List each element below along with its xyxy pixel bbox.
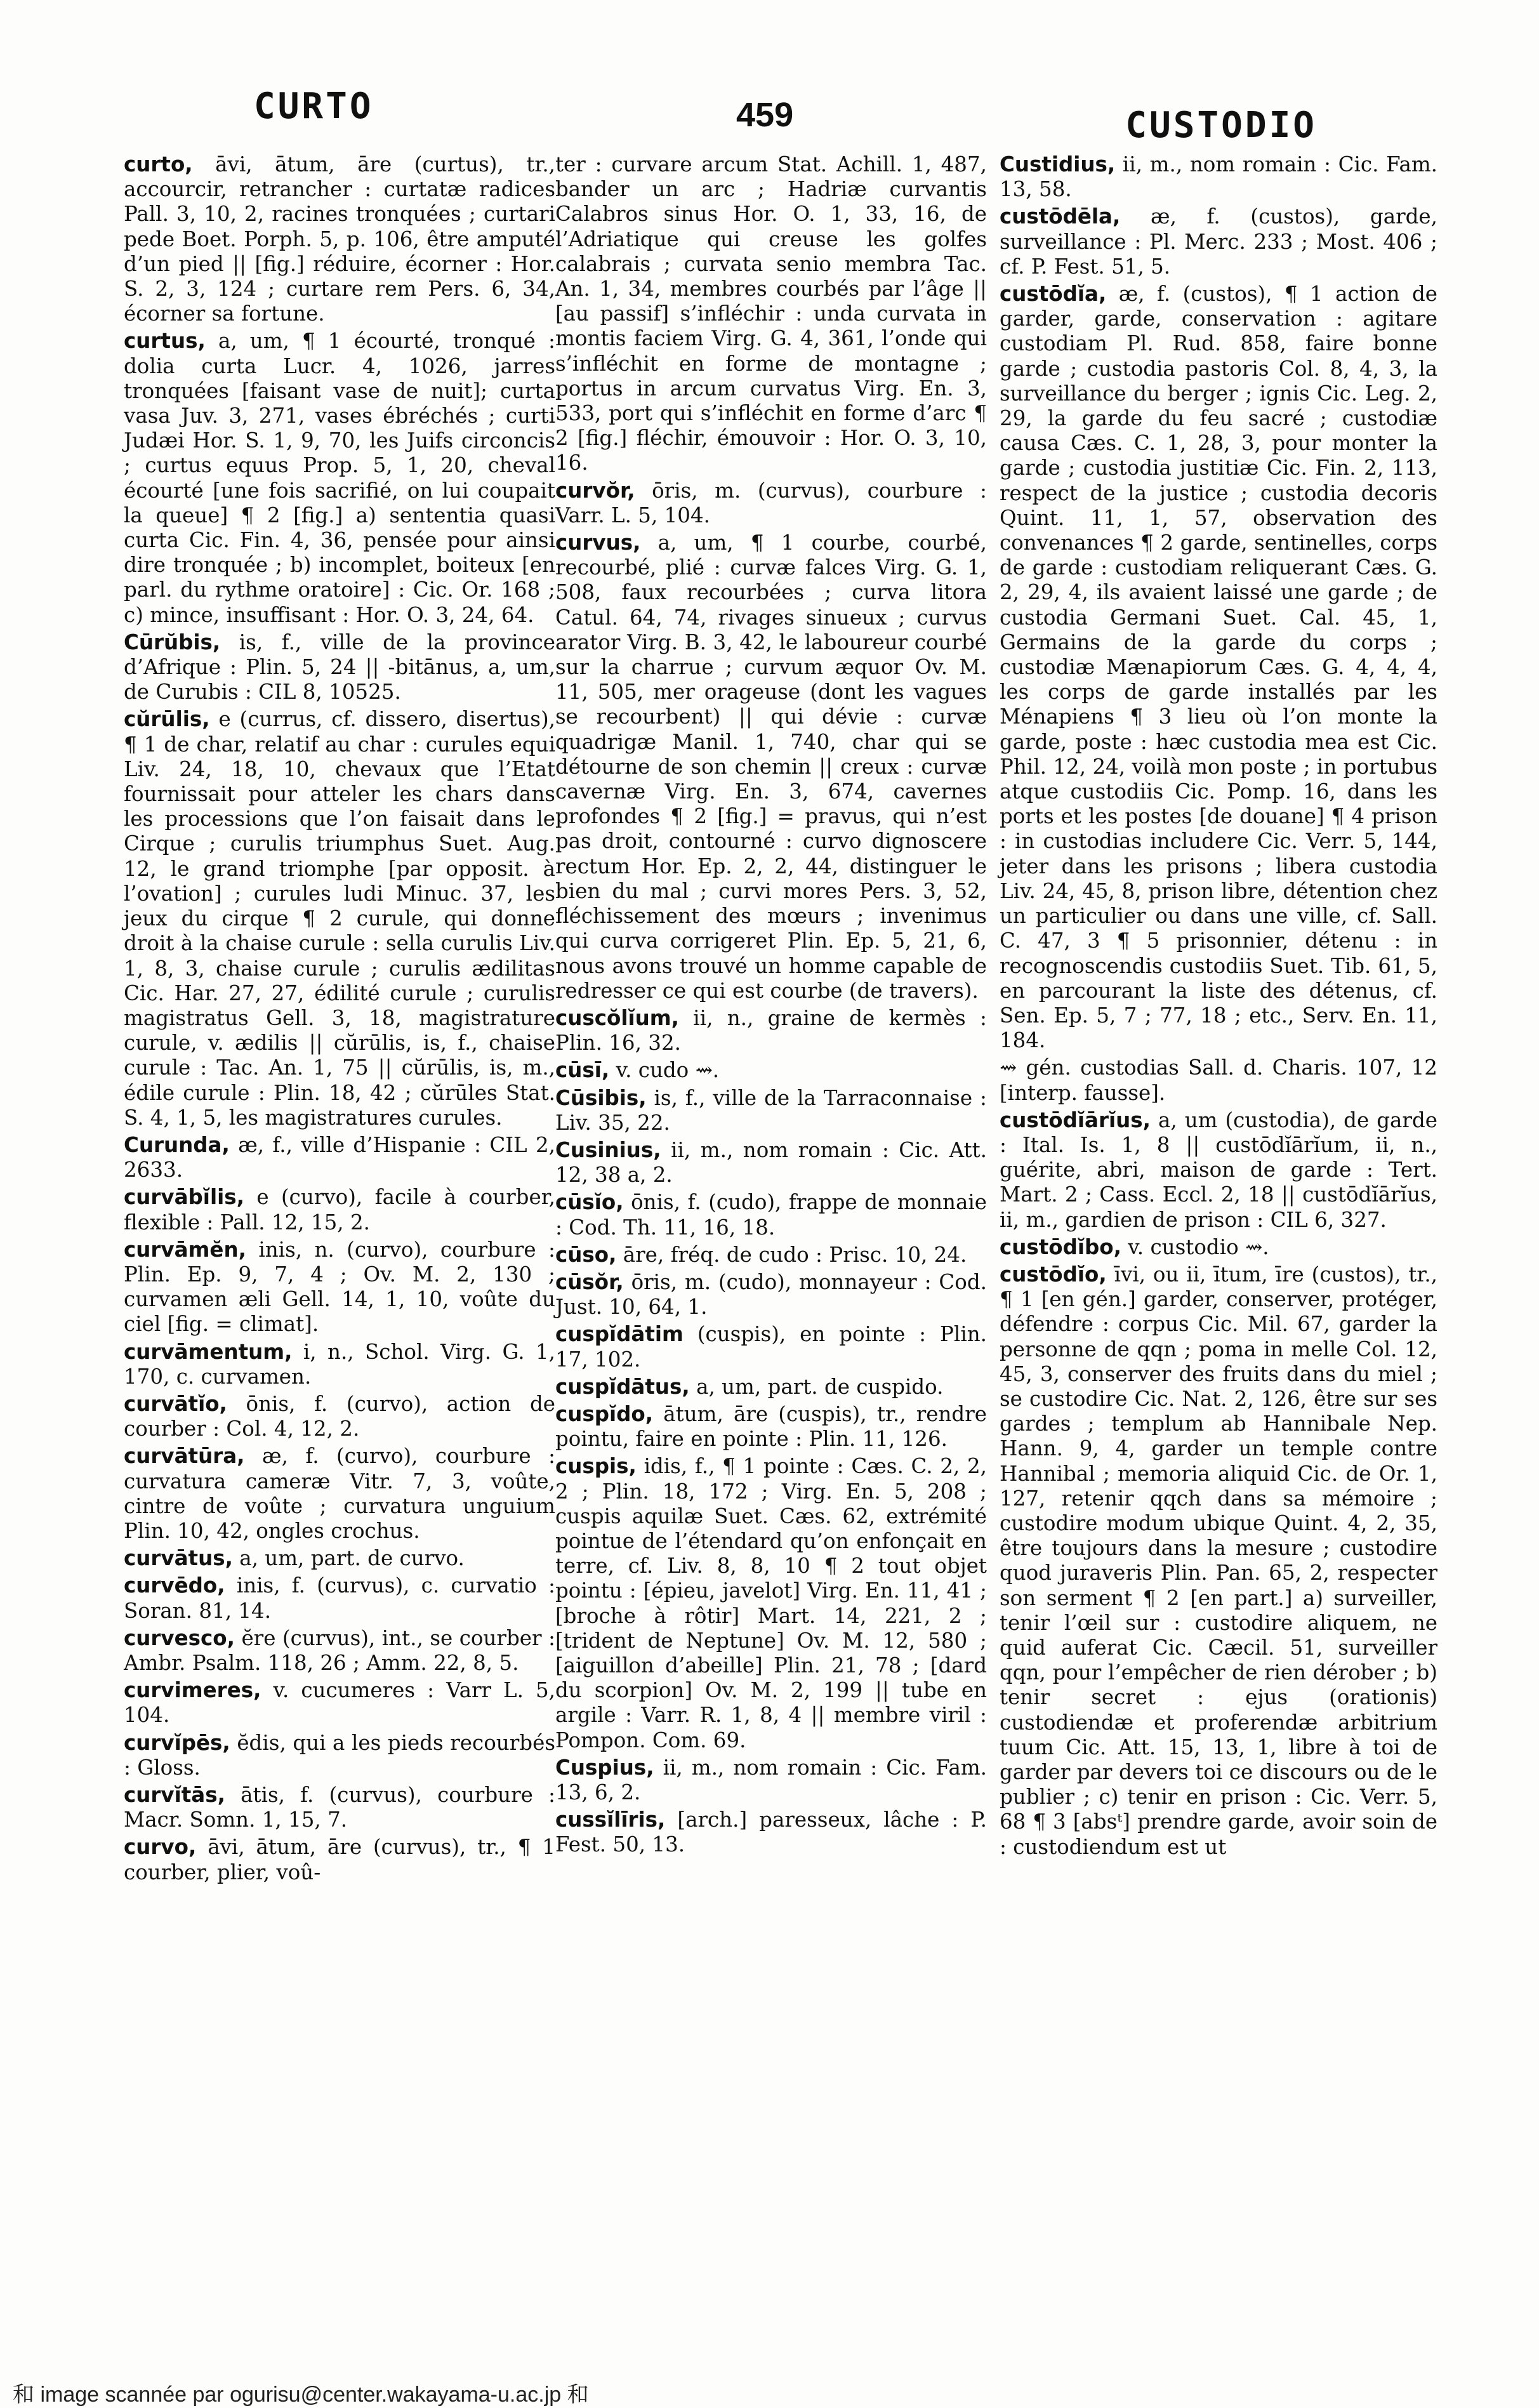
entry-headword: curvus, [555,531,641,555]
entry-definition: āvi, ātum, āre (curtus), tr., accourcir, retrancher : curtatæ radices Pall. 3, 10, 2, racines tronquées ; curtari pede Boet. Porph. 5, p. 106, être amputé d’un pied || [fig.] réduire, écorner : Hor. S. 2, 3, 124 ; curtare rem Pers. 6, 34, écorner sa fortune. [124,152,555,326]
entry-definition: a, um, ¶ 1 courbe, courbé, recourbé, plié : curvæ falces Virg. G. 1, 508, faux recourbées ; curva litora Catul. 64, 74, rivages sinueux ; curvus arator Virg. B. 3, 42, le laboureur courbé sur la charrue ; curvum æquor Ov. M. 11, 505, mer orageuse (dont les vagues se recourbent) || qui dévie : curvæ quadrigæ Manil. 1, 740, char qui se détourne de son chemin || creux : curvæ cavernæ Virg. En. 3, 674, cavernes profondes ¶ 2 [fig.] = pravus, qui n’est pas droit, contourné : curvo dignoscere rectum Hor. Ep. 2, 2, 44, distinguer le bien du mal ; curvi mores Pers. 3, 52, fléchissement des mœurs ; invenimus qui curva corrigeret Plin. Ep. 5, 21, 6, nous avons trouvé un homme capable de redresser ce qui est courbe (de travers). [555,531,987,1003]
dictionary-entry [1000,1108,1437,1233]
dictionary-entry [555,152,987,476]
dictionary-entry [555,479,987,528]
entry-headword: custōdĭa, [1000,282,1107,307]
entry-headword: curvimeres, [124,1678,261,1703]
entry-definition: v. custodio ⇝. [1128,1234,1269,1259]
entry-definition: v. cucumeres : Varr L. 5, 104. [124,1678,555,1728]
left-running-headword: CURTO [254,86,374,127]
entry-headword: cūsī, [555,1058,610,1083]
dictionary-entry [124,1835,555,1884]
entry-definition: v. cudo ⇝. [616,1058,720,1083]
entry-headword: custōdĭbo, [1000,1234,1121,1259]
dictionary-entry [124,1626,555,1676]
entry-definition: ōnis, f. (cudo), frappe de monnaie : Cod. Th. 11, 16, 18. [555,1190,987,1240]
entry-definition: æ, f. (custos), garde, surveillance : Pl. Merc. 233 ; Most. 406 ; cf. P. Fest. 51, 5. [1000,204,1437,279]
entry-definition: i, n., Schol. Virg. G. 1, 170, c. curvamen. [124,1339,555,1389]
entry-definition: a, um (custodia), de garde : Ital. Is. 1, 8 || custōdĭārĭum, ii, n., guérite, abri, maison de garde : Tert. Mart. 2 ; Cass. Eccl. 2, 18 || custōdĭārĭus, ii, m., gardien de prison : CIL 6, 327. [1000,1108,1437,1232]
dictionary-entry [555,1058,987,1083]
entry-headword: Cuspius, [555,1755,654,1780]
dictionary-entry [124,329,555,627]
dictionary-entry [124,707,555,1130]
entry-definition: ⇝ gén. custodias Sall. d. Charis. 107, 12 [interp. fausse]. [1000,1055,1437,1105]
entry-definition: a, um, part. de curvo. [239,1546,465,1571]
right-running-headword: CUSTODIO [1125,105,1317,146]
dictionary-entry [1000,282,1437,1053]
entry-definition: ii, m., nom romain : Cic. Fam. 13, 58. [1000,152,1437,202]
entry-headword: cuspĭdātim [555,1322,684,1347]
entry-headword: cuspĭdātus, [555,1374,690,1399]
dictionary-entry [555,1454,987,1752]
entry-headword: curvāmentum, [124,1339,293,1364]
entry-definition: æ, f. (custos), ¶ 1 action de garder, garde, conservation : agitare custodiam Pl. Rud. 858, faire bonne garde ; custodia pastoris Col. 8, 4, 3, la surveillance du berger ; ignis Cic. Leg. 2, 29, la garde du feu sacré ; custodiæ causa Cæs. C. 1, 28, 3, pour monter la garde ; custodia justitiæ Cic. Fin. 2, 113, respect de la justice ; custodia decoris Quint. 11, 1, 57, observation des convenances ¶ 2 garde, sentinelles, corps de garde : custodiam reliquerant Cæs. G. 2, 29, 4, ils avaient laissé une garde ; de custodia Germani Suet. Cal. 45, 1, Germains de la garde du corps ; custodiæ Mænapiorum Cæs. G. 4, 4, 4, les corps de garde installés par les Ménapiens ¶ 3 lieu où l’on monte la garde, poste : hæc custodia mea est Cic. Phil. 12, 24, voilà mon poste ; in portubus atque custodiis Cic. Pomp. 16, dans les ports et les postes [de douane] ¶ 4 prison : in custodias includere Cic. Verr. 5, 144, jeter dans les prisons ; libera custodia Liv. 24, 45, 8, prison libre, détention chez un particulier ou dans une ville, cf. Sall. C. 47, 3 ¶ 5 prisonnier, détenu : in recognoscendis custodiis Suet. Tib. 61, 5, en parcourant la liste des détenus, cf. Sen. Ep. 5, 7 ; 77, 18 ; etc., Serv. En. 11, 184. [1000,282,1437,1053]
entry-headword: curvēdo, [124,1573,225,1598]
entry-definition: īvi, ou ii, ītum, īre (custos), tr., ¶ 1 [en gén.] garder, conserver, protéger, défendre : corpus Cic. Mil. 67, garder la personne de qqn ; poma in melle Col. 12, 45, 3, conserver des fruits dans du miel ; se custodire Cic. Nat. 2, 126, être sur ses gardes ; templum ab Hannibale Nep. Hann. 9, 4, garder un temple contre Hannibal ; memoria aliquid Cic. de Or. 1, 127, retenir qqch dans sa mémoire ; custodire modum ubique Quint. 4, 2, 35, être toujours dans la mesure ; custodire quod juraveris Plin. Pan. 65, 2, respecter son serment ¶ 2 [en part.] a) surveiller, tenir l’œil sur : custodire aliquem, ne quid auferat Cic. Cæcil. 51, surveiller qqn, pour l’empêcher de rien dérober ; b) tenir secret : ejus (orationis) custodiendæ et proferendæ arbitrium tuum Cic. Att. 15, 13, 1, libre à toi de garder par devers toi ce discours ou de le publier ; c) tenir en prison : Cic. Verr. 5, 68 ¶ 3 [absᵗ] prendre garde, avoir soin de : custodiendum est ut [1000,1262,1437,1859]
entry-definition: e (curvo), facile à courber, flexible : Pall. 12, 15, 2. [124,1185,555,1234]
dictionary-entry [124,1783,555,1832]
entry-definition: ātum, āre (cuspis), tr., rendre pointu, faire en pointe : Plin. 11, 126. [555,1401,987,1452]
entry-definition: ii, m., nom romain : Cic. Fam. 13, 6, 2. [555,1755,987,1804]
entry-definition: ōnis, f. (curvo), action de courber : Col. 4, 12, 2. [124,1391,555,1441]
entry-headword: Curunda, [124,1132,230,1157]
entry-definition: inis, n. (curvo), courbure : Plin. Ep. 9, 7, 4 ; Ov. M. 2, 130 ; curvamen æli Gell. 14, 1, 10, voûte du ciel [fig. = climat]. [124,1237,555,1337]
dictionary-entry [555,1006,987,1055]
entry-headword: curvāmĕn, [124,1237,246,1262]
dictionary-entry [555,1270,987,1320]
dictionary-entry [124,1444,555,1544]
entry-definition: a, um, part. de cuspido. [696,1374,944,1399]
entry-headword: cuspĭdo, [555,1401,654,1426]
entry-definition: āvi, ātum, āre (curvus), tr., ¶ 1 courber, plier, voû- [124,1835,555,1884]
column-2 [555,152,987,1860]
entry-headword: custōdĭārĭus, [1000,1108,1151,1132]
entry-definition: idis, f., ¶ 1 pointe : Cæs. C. 2, 2, 2 ; Plin. 18, 172 ; Virg. En. 5, 208 ; cuspis aquilæ Suet. Cæs. 62, extrémité pointue de l’étendard qu’on enfonçait en terre, cf. Liv. 8, 8, 10 ¶ 2 tout objet pointu : [épieu, javelot] Virg. En. 11, 41 ; [broche à rôtir] Mart. 14, 221, 2 ; [trident de Neptune] Ov. M. 12, 580 ; [aiguillon d’abeille] Plin. 21, 78 ; [dard du scorpion] Ov. M. 2, 199 || tube en argile : Varr. R. 1, 8, 4 || membre viril : Pompon. Com. 69. [555,1454,987,1752]
entry-headword: custōdĭo, [1000,1262,1107,1287]
dictionary-entry [124,1340,555,1389]
entry-headword: curvo, [124,1835,197,1860]
entry-headword: curvĭtās, [124,1783,225,1807]
entry-definition: ĕre (curvus), int., se courber : Ambr. Psalm. 118, 26 ; Amm. 22, 8, 5. [124,1625,555,1675]
entry-headword: curvĭpēs, [124,1730,230,1755]
dictionary-entry [124,1238,555,1337]
entry-definition: [arch.] paresseux, lâche : P. Fest. 50, 13. [555,1808,987,1857]
entry-headword: cūsŏr, [555,1269,624,1294]
entry-definition: (cuspis), en pointe : Plin. 17, 102. [555,1322,987,1372]
dictionary-entry [555,531,987,1003]
column-1 [124,152,555,1888]
entry-definition: ōris, m. (curvus), courbure : Varr. L. 5, 104. [555,478,987,527]
entry-headword: Cūsibis, [555,1085,647,1110]
entry-headword: curvātus, [124,1546,233,1571]
dictionary-entry [555,1402,987,1452]
dictionary-entry [124,1546,555,1571]
entry-definition: a, um, ¶ 1 écourté, tronqué : dolia curta Lucr. 4, 1026, jarres tronquées [faisant vase de nuit]; curta vasa Juv. 3, 271, vases ébréchés ; curti Judæi Hor. S. 1, 9, 70, les Juifs circoncis ; curtus equus Prop. 5, 1, 20, cheval écourté [une fois sacrifié, on lui coupait la queue] ¶ 2 [fig.] a) sententia quasi curta Cic. Fin. 4, 36, pensée pour ainsi dire tronquée ; b) incomplet, boiteux [en parl. du rythme oratoire] : Cic. Or. 168 ; c) mince, insuffisant : Hor. O. 3, 24, 64. [124,329,555,627]
entry-headword: cŭrūlis, [124,707,210,732]
entry-headword: cūsĭo, [555,1190,624,1215]
entry-definition: e (currus, cf. dissero, disertus), ¶ 1 de char, relatif au char : curules equi Liv. 24, 18, 10, chevaux que l’Etat fournissait pour atteler les chars dans les processions que l’on faisait dans le Cirque ; curulis triumphus Suet. Aug. 12, le grand triomphe [par opposit. à l’ovation] ; curules ludi Minuc. 37, les jeux du cirque ¶ 2 curule, qui donne droit à la chaise curule : sella curulis Liv. 1, 8, 3, chaise curule ; curulis ædilitas Cic. Har. 27, 27, édilité curule ; curulis magistratus Gell. 3, 18, magistrature curule, v. ædilis || cŭrūlis, is, f., chaise curule : Tac. An. 1, 75 || cŭrūlis, is, m., édile curule : Plin. 18, 42 ; cŭrūles Stat. S. 4, 1, 5, les magistratures curules. [124,707,555,1130]
dictionary-entry [555,1190,987,1240]
entry-headword: curto, [124,152,193,176]
dictionary-entry [124,1573,555,1623]
page-number: 459 [736,96,794,134]
entry-headword: custōdēla, [1000,204,1121,229]
entry-definition: ōris, m. (cudo), monnayeur : Cod. Just. 10, 64, 1. [555,1269,987,1320]
column-3 [1000,152,1437,1862]
dictionary-entry [124,1678,555,1728]
entry-definition: āre, fréq. de cudo : Prisc. 10, 24. [623,1242,967,1267]
dictionary-entry [1000,1055,1437,1105]
dictionary-entry [124,1133,555,1182]
entry-headword: curvesco, [124,1625,235,1650]
dictionary-entry [1000,152,1437,202]
dictionary-entry [124,630,555,705]
entry-definition: æ, f., ville d’Hispanie : CIL 2, 2633. [124,1132,555,1182]
dictionary-entry [124,1185,555,1234]
entry-headword: Custidius, [1000,152,1116,176]
dictionary-entry [555,1086,987,1135]
dictionary-entry [555,1808,987,1857]
dictionary-entry [555,1322,987,1372]
entry-definition: is, f., ville de la Tarraconnaise : Liv. 35, 22. [555,1085,987,1135]
dictionary-entry [555,1375,987,1399]
entry-definition: is, f., ville de la province d’Afrique : Plin. 5, 24 || -bitānus, a, um, de Curubis : CIL 8, 10525. [124,630,555,705]
scan-credit: 和 image scannée par ogurisu@center.wakayama-u.ac.jp 和 [13,2383,589,2407]
entry-headword: cuscŏlĭum, [555,1005,679,1030]
entry-definition: æ, f. (curvo), courbure : curvatura cameræ Vitr. 7, 3, voûte, cintre de voûte ; curvatura unguium Plin. 10, 42, ongles crochus. [124,1444,555,1543]
dictionary-entry [1000,1262,1437,1860]
entry-definition: inis, f. (curvus), c. curvatio : Soran. 81, 14. [124,1573,555,1623]
entry-headword: Cūrŭbis, [124,630,221,654]
dictionary-entry [124,1731,555,1780]
entry-headword: curvŏr, [555,478,635,503]
entry-definition: ter : curvare arcum Stat. Achill. 1, 487, bander un arc ; Hadriæ curvantis Calabros sinus Hor. O. 1, 33, 16, de l’Adriatique qui creuse les golfes calabrais ; curvata senio membra Tac. An. 1, 34, membres courbés par l’âge || [au passif] s’infléchir : unda curvata in montis faciem Virg. G. 4, 361, l’onde qui s’infléchit en forme de montagne ; portus in arcum curvatus Virg. En. 3, 533, port qui s’infléchit en forme d’arc ¶ 2 [fig.] fléchir, émouvoir : Hor. O. 3, 10, 16. [555,152,987,475]
entry-definition: ii, m., nom romain : Cic. Att. 12, 38 a, 2. [555,1137,987,1187]
dictionary-entry [1000,204,1437,279]
dictionary-entry [555,1243,987,1267]
dictionary-entry [124,1392,555,1441]
entry-headword: Cusinius, [555,1137,661,1162]
entry-definition: ii, n., graine de kermès : Plin. 16, 32. [555,1005,987,1055]
entry-definition: ātis, f. (curvus), courbure : Macr. Somn. 1, 15, 7. [124,1783,555,1832]
page-header [0,0,1539,146]
entry-headword: cuspis, [555,1454,637,1479]
entry-headword: curvātĭo, [124,1391,227,1416]
entry-headword: cussĭlīris, [555,1808,666,1832]
dictionary-entry [555,1756,987,1805]
entry-definition: ĕdis, qui a les pieds recourbés : Gloss. [124,1730,555,1780]
entry-headword: curtus, [124,329,206,354]
dictionary-entry [555,1138,987,1187]
entry-headword: curvātūra, [124,1444,245,1469]
entry-headword: cūso, [555,1242,617,1267]
entry-headword: curvābĭlis, [124,1185,244,1210]
dictionary-entry [1000,1235,1437,1260]
dictionary-entry [124,152,555,326]
